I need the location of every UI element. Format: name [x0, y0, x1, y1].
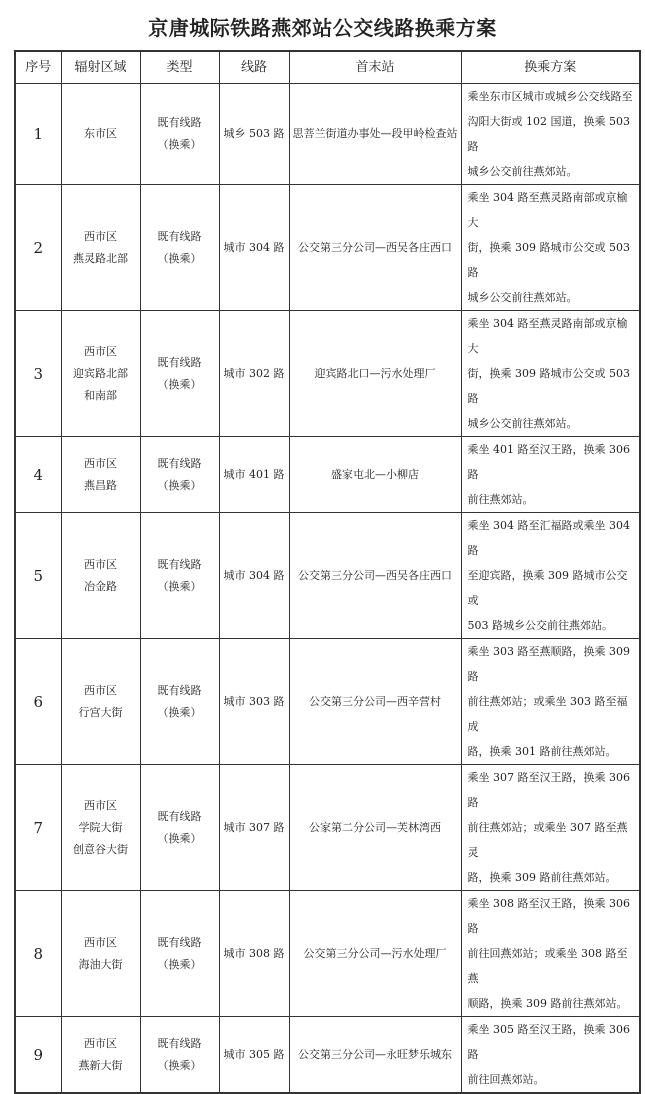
plan-line: 路，换乘 309 路前往燕郊站。 — [467, 871, 617, 884]
line-cell: 城市 308 路 — [219, 891, 289, 1017]
area-line: 燕灵路北部 — [73, 251, 128, 265]
seq-cell: 5 — [15, 513, 61, 639]
transfer-plan-table — [14, 50, 641, 1094]
area-cell — [61, 185, 140, 311]
plan-cell — [461, 765, 640, 891]
type-line: 既有线路 — [157, 1036, 202, 1050]
plan-line: 城乡公交前往燕郊站。 — [467, 165, 578, 178]
plan-cell — [461, 185, 640, 311]
stops-cell: 公交第三分公司—西吴各庄西口 — [289, 185, 461, 311]
seq-cell: 7 — [15, 765, 61, 891]
type-line: （换乘） — [157, 831, 202, 845]
area-cell — [61, 1017, 140, 1094]
area-line: 西市区 — [84, 935, 117, 949]
plan-cell — [461, 1017, 640, 1094]
stops-cell: 公交第三分公司—污水处理厂 — [289, 891, 461, 1017]
plan-line: 前往回燕郊站；或乘坐 308 路至燕 — [467, 947, 628, 985]
plan-cell — [461, 891, 640, 1017]
header-seq: 序号 — [15, 51, 61, 84]
line-cell: 城市 304 路 — [219, 513, 289, 639]
plan-line: 乘坐 305 路至汉王路，换乘 306 路 — [467, 1023, 630, 1061]
plan-line: 乘坐 401 路至汉王路，换乘 306 路 — [467, 443, 630, 481]
type-cell — [140, 891, 219, 1017]
table-row — [15, 513, 640, 639]
line-cell: 城市 303 路 — [219, 639, 289, 765]
area-line: 燕新大街 — [78, 1058, 123, 1072]
area-cell — [61, 437, 140, 513]
plan-line: 街，换乘 309 路城市公交或 503 路 — [467, 241, 630, 279]
table-row — [15, 437, 640, 513]
plan-line: 前往燕郊站；或乘坐 307 路至燕灵 — [467, 821, 628, 859]
type-line: （换乘） — [157, 251, 202, 265]
plan-line: 乘坐东市区城市或城乡公交线路至 — [467, 90, 633, 103]
plan-cell — [461, 513, 640, 639]
area-line: 西市区 — [84, 1036, 117, 1050]
plan-line: 前往回燕郊站。 — [467, 1073, 545, 1086]
area-line: 西市区 — [84, 344, 117, 358]
type-line: 既有线路 — [157, 456, 202, 470]
type-line: （换乘） — [157, 138, 202, 151]
plan-line: 503 路城乡公交前往燕郊站。 — [467, 619, 613, 632]
area-line: 西市区 — [84, 229, 117, 243]
plan-line: 街，换乘 309 路城市公交或 503 路 — [467, 367, 630, 405]
table-row — [15, 1017, 640, 1094]
type-line: （换乘） — [157, 1058, 202, 1072]
area-line: 和南部 — [84, 388, 117, 402]
seq-cell: 8 — [15, 891, 61, 1017]
table-row — [15, 639, 640, 765]
line-cell: 城市 302 路 — [219, 311, 289, 437]
type-cell — [140, 185, 219, 311]
type-cell — [140, 437, 219, 513]
line-cell: 城市 305 路 — [219, 1017, 289, 1094]
plan-line: 至迎宾路，换乘 309 路城市公交或 — [467, 569, 628, 607]
plan-cell — [461, 437, 640, 513]
table-row — [15, 765, 640, 891]
plan-line: 乘坐 308 路至汉王路，换乘 306 路 — [467, 897, 630, 935]
plan-cell — [461, 639, 640, 765]
stops-cell: 思菩兰街道办事处—段甲岭检查站 — [289, 84, 461, 185]
seq-cell: 1 — [15, 84, 61, 185]
plan-line: 前往燕郊站；或乘坐 303 路至福成 — [467, 695, 628, 733]
type-cell — [140, 84, 219, 185]
area-cell — [61, 513, 140, 639]
area-line: 西市区 — [84, 557, 117, 571]
plan-line: 乘坐 304 路至燕灵路南部或京榆大 — [467, 191, 628, 229]
seq-cell: 3 — [15, 311, 61, 437]
area-line: 东市区 — [84, 127, 117, 140]
type-line: （换乘） — [157, 957, 202, 971]
type-line: 既有线路 — [157, 809, 202, 823]
plan-cell — [461, 84, 640, 185]
area-line: 创意谷大街 — [73, 842, 128, 856]
plan-cell — [461, 311, 640, 437]
stops-cell: 盛家屯北—小柳店 — [289, 437, 461, 513]
plan-line: 路，换乘 301 路前往燕郊站。 — [467, 745, 617, 758]
area-line: 行宫大街 — [78, 705, 123, 719]
table-header-row — [15, 51, 640, 84]
plan-line: 城乡公交前往燕郊站。 — [467, 291, 578, 304]
area-cell — [61, 765, 140, 891]
area-cell — [61, 639, 140, 765]
stops-cell: 公交第三分公司—西吴各庄西口 — [289, 513, 461, 639]
type-line: （换乘） — [157, 705, 202, 719]
type-line: （换乘） — [157, 579, 202, 593]
plan-line: 顺路，换乘 309 路前往燕郊站。 — [467, 997, 628, 1010]
table-row — [15, 311, 640, 437]
table-row — [15, 185, 640, 311]
stops-cell: 迎宾路北口—污水处理厂 — [289, 311, 461, 437]
area-line: 西市区 — [84, 456, 117, 470]
table-row — [15, 891, 640, 1017]
header-type: 类型 — [140, 51, 219, 84]
seq-cell: 2 — [15, 185, 61, 311]
plan-line: 乘坐 304 路至汇福路或乘坐 304 路 — [467, 519, 630, 557]
header-stops: 首末站 — [289, 51, 461, 84]
area-line: 学院大街 — [78, 820, 123, 834]
plan-line: 沟阳大街或 102 国道，换乘 503 路 — [467, 115, 630, 153]
stops-cell: 公家第二分公司—芙林湾西 — [289, 765, 461, 891]
table-row — [15, 84, 640, 185]
plan-line: 城乡公交前往燕郊站。 — [467, 417, 578, 430]
line-cell: 城市 401 路 — [219, 437, 289, 513]
area-line: 迎宾路北部 — [73, 366, 128, 380]
seq-cell: 4 — [15, 437, 61, 513]
line-cell: 城市 304 路 — [219, 185, 289, 311]
type-line: 既有线路 — [157, 229, 202, 243]
type-line: 既有线路 — [157, 935, 202, 949]
line-cell: 城乡 503 路 — [219, 84, 289, 185]
plan-line: 乘坐 307 路至汉王路，换乘 306 路 — [467, 771, 630, 809]
type-line: 既有线路 — [157, 557, 202, 571]
header-plan: 换乘方案 — [461, 51, 640, 84]
type-cell — [140, 1017, 219, 1094]
type-line: （换乘） — [157, 377, 202, 391]
area-line: 西市区 — [84, 798, 117, 812]
stops-cell: 公交第三分公司—永旺梦乐城东 — [289, 1017, 461, 1094]
line-cell: 城市 307 路 — [219, 765, 289, 891]
area-line: 燕昌路 — [84, 478, 117, 492]
plan-line: 前往燕郊站。 — [467, 493, 534, 506]
plan-line: 乘坐 304 路至燕灵路南部或京榆大 — [467, 317, 628, 355]
area-line: 西市区 — [84, 683, 117, 697]
type-cell — [140, 765, 219, 891]
area-cell — [61, 311, 140, 437]
type-line: （换乘） — [157, 478, 202, 492]
type-cell — [140, 639, 219, 765]
type-line: 既有线路 — [157, 116, 202, 129]
type-line: 既有线路 — [157, 355, 202, 369]
plan-line: 乘坐 303 路至燕顺路，换乘 309 路 — [467, 645, 630, 683]
area-line: 冶金路 — [84, 579, 117, 593]
header-area: 辐射区域 — [61, 51, 140, 84]
type-line: 既有线路 — [157, 683, 202, 697]
area-cell — [61, 84, 140, 185]
seq-cell: 9 — [15, 1017, 61, 1094]
header-line: 线路 — [219, 51, 289, 84]
area-cell — [61, 891, 140, 1017]
type-cell — [140, 311, 219, 437]
type-cell — [140, 513, 219, 639]
stops-cell: 公交第三分公司—西辛营村 — [289, 639, 461, 765]
document-title: 京唐城际铁路燕郊站公交线路换乘方案 — [148, 16, 497, 40]
seq-cell: 6 — [15, 639, 61, 765]
area-line: 海油大街 — [78, 957, 123, 971]
